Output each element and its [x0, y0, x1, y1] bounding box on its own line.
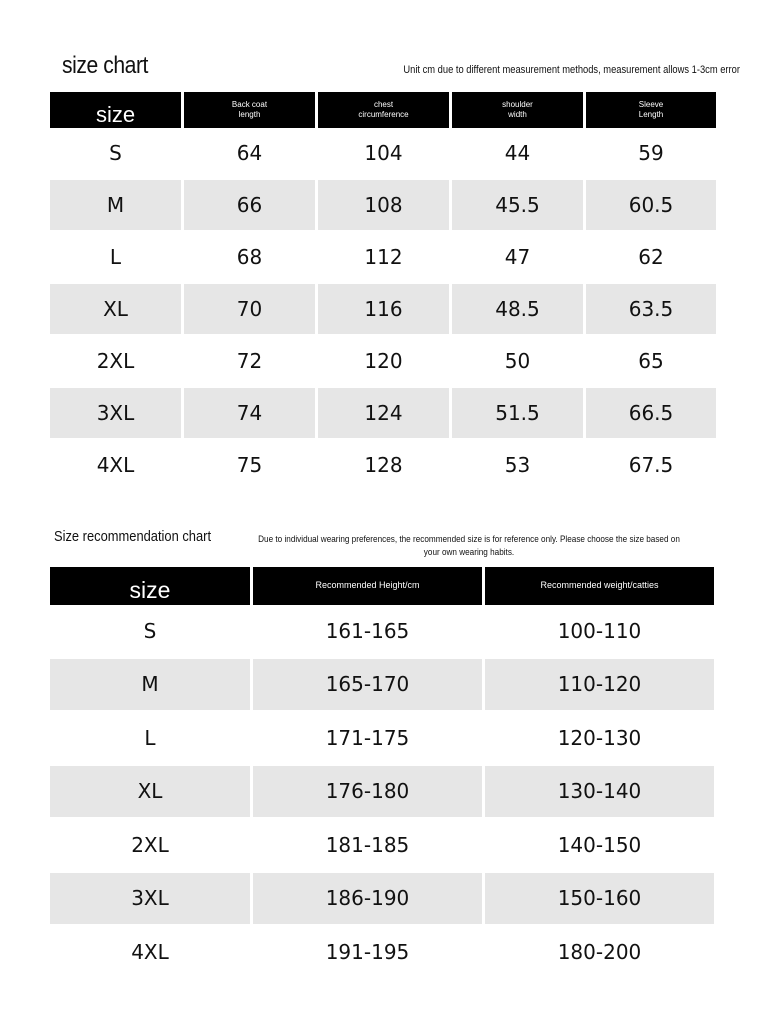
table-cell: 60.5	[586, 180, 716, 230]
size-label-cell: XL	[50, 766, 250, 818]
table-cell: 140-150	[557, 832, 642, 857]
size-label-cell: S	[109, 141, 122, 165]
table-cell: 128	[364, 453, 403, 477]
table-cell: 104	[364, 141, 403, 165]
size-chart-table	[50, 92, 716, 490]
table-cell: 62	[638, 245, 664, 269]
size-label-cell: 2XL	[96, 349, 135, 373]
table-cell: 171-175	[325, 725, 410, 750]
table-cell: 176-180	[253, 766, 482, 818]
table-cell: 53	[504, 453, 531, 477]
table-cell: 59	[638, 141, 664, 165]
size-label-cell: 4XL	[96, 453, 135, 477]
table-cell: 130-140	[485, 766, 714, 818]
table-cell: 186-190	[253, 873, 482, 925]
table-cell: 161-165	[325, 618, 410, 643]
table-cell: 67.5	[628, 453, 674, 477]
table-cell: 112	[364, 245, 403, 269]
size-label-cell: 2XL	[131, 832, 169, 857]
column-header: Recommended weight/catties	[485, 567, 714, 605]
column-header: chest circumference	[318, 92, 449, 128]
table-cell: 108	[318, 180, 449, 230]
recommendation-table	[50, 567, 714, 978]
table-cell: 180-200	[557, 939, 642, 964]
size-label-cell: S	[143, 618, 157, 643]
table-cell: 124	[318, 388, 449, 438]
column-header: Sleeve Length	[586, 92, 716, 128]
table-cell: 66	[184, 180, 315, 230]
size-label-cell: 4XL	[131, 939, 169, 964]
table-cell: 70	[184, 284, 315, 334]
table-cell: 44	[504, 141, 531, 165]
table-cell: 116	[318, 284, 449, 334]
table-cell: 120-130	[557, 725, 642, 750]
table-cell: 150-160	[485, 873, 714, 925]
column-header: size	[50, 567, 250, 605]
size-label-cell: M	[50, 180, 181, 230]
table-cell: 51.5	[452, 388, 583, 438]
recommendation-note: Due to individual wearing preferences, the recommended size is for reference only. Please choose the size based on your own wearing habits.	[258, 534, 680, 559]
size-label-cell: 3XL	[50, 873, 250, 925]
column-header: shoulder width	[452, 92, 583, 128]
table-cell: 120	[364, 349, 403, 373]
recommendation-chart-title: Size recommendation chart	[54, 528, 212, 545]
size-label-cell: 3XL	[50, 388, 181, 438]
unit-note: Unit cm due to different measurement methods, measurement allows 1-3cm error	[403, 64, 740, 76]
table-cell: 65	[638, 349, 664, 373]
size-chart-title: size chart	[62, 52, 148, 79]
table-cell: 45.5	[452, 180, 583, 230]
table-cell: 48.5	[452, 284, 583, 334]
table-cell: 63.5	[586, 284, 716, 334]
size-label-cell: L	[109, 245, 122, 269]
size-label-cell: M	[50, 659, 250, 711]
table-cell: 75	[236, 453, 263, 477]
column-header: size	[50, 92, 181, 128]
table-cell: 74	[184, 388, 315, 438]
column-header: Back coat length	[184, 92, 315, 128]
table-cell: 72	[236, 349, 263, 373]
table-cell: 47	[504, 245, 531, 269]
table-cell: 100-110	[557, 618, 642, 643]
table-cell: 110-120	[485, 659, 714, 711]
table-cell: 64	[236, 141, 263, 165]
size-label-cell: L	[144, 725, 156, 750]
column-header: Recommended Height/cm	[253, 567, 482, 605]
table-cell: 68	[236, 245, 263, 269]
size-label-cell: XL	[50, 284, 181, 334]
table-cell: 181-185	[325, 832, 410, 857]
table-cell: 50	[504, 349, 531, 373]
table-cell: 66.5	[586, 388, 716, 438]
table-cell: 191-195	[325, 939, 410, 964]
table-cell: 165-170	[253, 659, 482, 711]
